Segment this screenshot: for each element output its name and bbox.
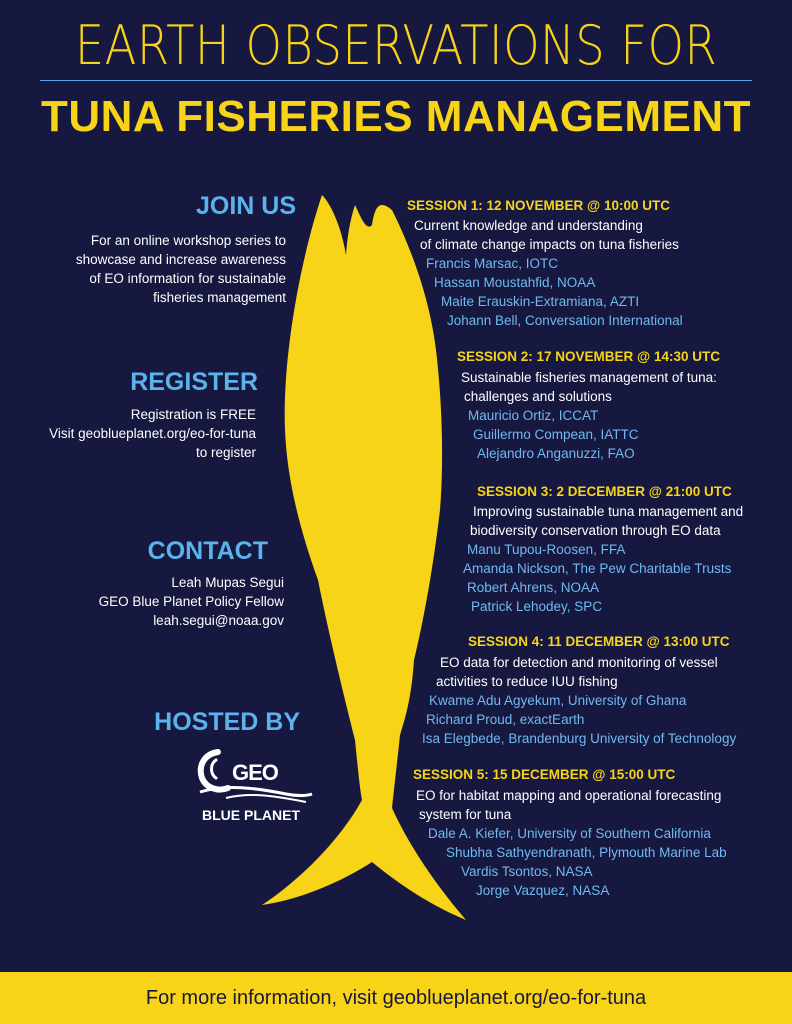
session-desc: system for tuna — [419, 807, 512, 822]
join-line: fisheries management — [153, 290, 286, 305]
speaker: Isa Elegbede, Brandenburg University of Technology — [422, 731, 737, 746]
session-desc: biodiversity conservation through EO data — [470, 523, 721, 538]
speaker: Richard Proud, exactEarth — [426, 712, 585, 727]
join-line: showcase and increase awareness — [75, 252, 286, 267]
speaker: Robert Ahrens, NOAA — [467, 580, 600, 595]
register-text — [49, 405, 256, 462]
footer-bar — [0, 972, 792, 1024]
speaker: Jorge Vazquez, NASA — [476, 883, 610, 898]
join-text — [76, 231, 286, 307]
speaker: Shubha Sathyendranath, Plymouth Marine Lab — [446, 845, 727, 860]
footer-text: For more information, visit geoblueplanet.org/eo-for-tuna — [145, 987, 647, 1009]
register-line: Visit geoblueplanet.org/eo-for-tuna — [49, 426, 256, 441]
speaker: Hassan Moustahfid, NOAA — [434, 275, 596, 290]
speaker: Patrick Lehodey, SPC — [471, 599, 603, 614]
join-heading: JOIN US — [195, 192, 296, 220]
contact-email: leah.segui@noaa.gov — [153, 613, 284, 628]
register-line: to register — [195, 445, 256, 460]
session-desc: Current knowledge and understanding — [414, 218, 643, 233]
speaker: Mauricio Ortiz, ICCAT — [468, 408, 599, 423]
register-line: Registration is FREE — [130, 407, 256, 422]
geo-logo-text: GEO — [232, 760, 278, 785]
session-title: SESSION 4: 11 DECEMBER @ 13:00 UTC — [468, 634, 730, 649]
session-desc: EO for habitat mapping and operational forecasting — [416, 788, 722, 803]
session-desc: EO data for detection and monitoring of vessel — [440, 655, 718, 670]
session-desc: Sustainable fisheries management of tuna: — [461, 370, 717, 385]
title-line-1: EARTH OBSERVATIONS FOR — [74, 14, 718, 77]
session-desc: activities to reduce IUU fishing — [436, 674, 618, 689]
contact-text — [99, 573, 284, 630]
session-title: SESSION 1: 12 NOVEMBER @ 10:00 UTC — [407, 198, 670, 213]
join-line: of EO information for sustainable — [89, 271, 286, 286]
speaker: Dale A. Kiefer, University of Southern California — [428, 826, 711, 841]
session-title: SESSION 2: 17 NOVEMBER @ 14:30 UTC — [457, 349, 720, 364]
speaker: Kwame Adu Agyekum, University of Ghana — [429, 693, 687, 708]
speaker: Guillermo Compean, IATTC — [473, 427, 639, 442]
contact-title: GEO Blue Planet Policy Fellow — [98, 594, 284, 609]
contact-heading: CONTACT — [147, 537, 268, 565]
session-desc: of climate change impacts on tuna fisheries — [420, 237, 679, 252]
speaker: Alejandro Anganuzzi, FAO — [477, 446, 635, 461]
speaker: Francis Marsac, IOTC — [426, 256, 559, 271]
contact-name: Leah Mupas Segui — [171, 575, 284, 590]
register-heading: REGISTER — [130, 368, 258, 396]
speaker: Amanda Nickson, The Pew Charitable Trusts — [463, 561, 732, 576]
session-desc: challenges and solutions — [464, 389, 612, 404]
title-line-2: TUNA FISHERIES MANAGEMENT — [41, 92, 751, 141]
speaker: Vardis Tsontos, NASA — [461, 864, 593, 879]
session-title: SESSION 3: 2 DECEMBER @ 21:00 UTC — [477, 484, 732, 499]
speaker: Johann Bell, Conversation International — [447, 313, 683, 328]
speaker: Manu Tupou-Roosen, FFA — [467, 542, 626, 557]
session-desc: Improving sustainable tuna management and — [473, 504, 744, 519]
hosted-heading: HOSTED BY — [154, 708, 300, 736]
join-line: For an online workshop series to — [90, 233, 286, 248]
session-title: SESSION 5: 15 DECEMBER @ 15:00 UTC — [413, 767, 676, 782]
blue-planet-text: BLUE PLANET — [202, 807, 300, 823]
speaker: Maite Erauskin-Extramiana, AZTI — [441, 294, 640, 309]
